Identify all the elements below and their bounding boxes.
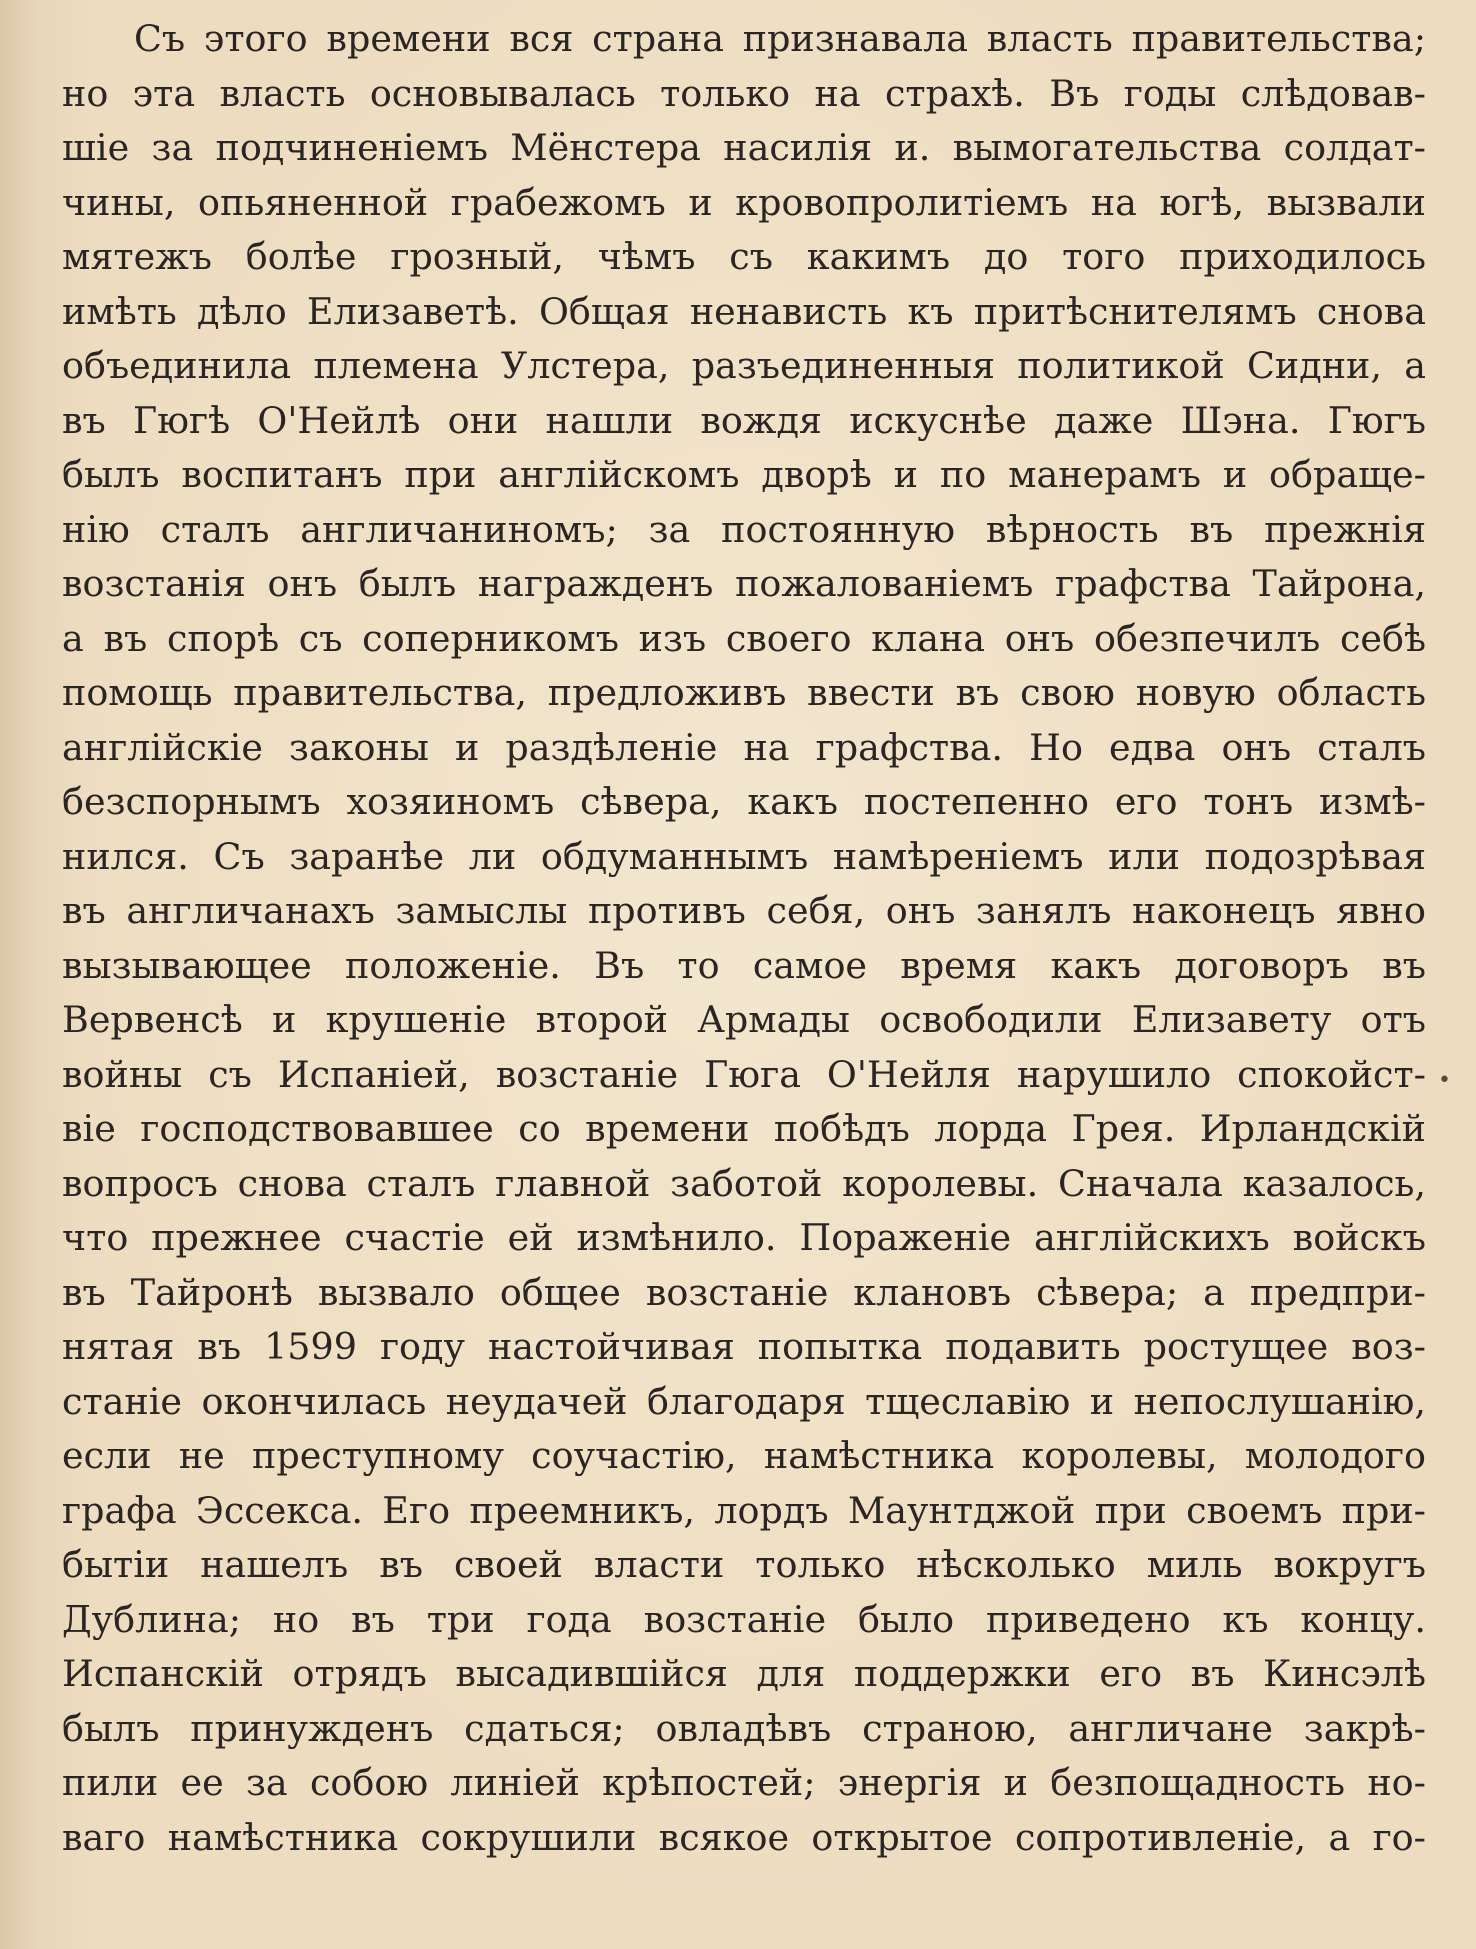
text-line: возстанія онъ былъ награжденъ пожалованіемъ графства Тайрона,	[62, 562, 1426, 605]
text-line: пили ее за собою линіей крѣпостей; энергія и безпощадность но-	[62, 1761, 1426, 1804]
text-line: нился. Съ заранѣе ли обдуманнымъ намѣреніемъ или подозрѣвая	[62, 834, 1426, 878]
text-line: а въ спорѣ съ соперникомъ изъ своего клана онъ обезпечилъ себѣ	[62, 616, 1426, 660]
text-line: віе господствовавшее со времени побѣдъ лорда Грея. Ирландскій	[62, 1107, 1426, 1150]
text-line: бытіи нашелъ въ своей власти только нѣсколько миль вокругъ	[62, 1543, 1426, 1586]
text-line: былъ воспитанъ при англійскомъ дворѣ и по манерамъ и обраще-	[62, 453, 1426, 496]
text-line: имѣть дѣло Елизаветѣ. Общая ненависть къ притѣснителямъ снова	[62, 289, 1426, 333]
text-line: что прежнее счастіе ей измѣнило. Пораженіе англійскихъ войскъ	[62, 1216, 1426, 1259]
text-line: нятая въ 1599 году настойчивая попытка подавить ростущее воз-	[62, 1325, 1426, 1368]
text-line: чины, опьяненной грабежомъ и кровопролитіемъ на югѣ, вызвали	[62, 180, 1426, 224]
text-line: если не преступному соучастію, намѣстника королевы, молодого	[62, 1434, 1426, 1477]
margin-mark: •	[1438, 1068, 1451, 1093]
text-line: войны съ Испаніей, возстаніе Гюга О'Нейля нарушило спокойст-	[62, 1052, 1426, 1096]
text-line: безспорнымъ хозяиномъ сѣвера, какъ постепенно его тонъ измѣ-	[62, 780, 1426, 823]
text-line: графа Эссекса. Его преемникъ, лордъ Маунтджой при своемъ при-	[62, 1488, 1426, 1532]
text-line: нію сталъ англичаниномъ; за постоянную вѣрность въ прежнія	[62, 507, 1426, 551]
text-line: Вервенсѣ и крушеніе второй Армады освободили Елизавету отъ	[62, 998, 1426, 1041]
text-line: Испанскій отрядъ высадившійся для поддержки его въ Кинсэлѣ	[62, 1652, 1426, 1695]
text-line: вызывающее положеніе. Въ то самое время какъ договоръ въ	[62, 943, 1426, 987]
text-line: Съ этого времени вся страна признавала власть правительства;	[134, 17, 1426, 60]
text-line: ваго намѣстника сокрушили всякое открытое сопротивленіе, а го-	[62, 1815, 1426, 1859]
text-line: объединила племена Улстера, разъединенныя политикой Сидни, а	[62, 344, 1426, 387]
text-line: помощь правительства, предложивъ ввести въ свою новую область	[62, 671, 1426, 714]
text-line: мятежъ болѣе грозный, чѣмъ съ какимъ до того приходилось	[62, 235, 1426, 278]
text-line: англійскіе законы и раздѣленіе на графства. Но едва онъ сталъ	[62, 725, 1426, 769]
text-line: въ англичанахъ замыслы противъ себя, онъ занялъ наконецъ явно	[62, 889, 1426, 932]
text-line: вопросъ снова сталъ главной заботой королевы. Сначала казалось,	[62, 1161, 1426, 1205]
text-line: станіе окончилась неудачей благодаря тщеславію и непослушанію,	[62, 1379, 1426, 1423]
text-line: шіе за подчиненіемъ Мёнстера насилія и. вымогательства солдат-	[62, 126, 1426, 169]
text-line: но эта власть основывалась только на страхѣ. Въ годы слѣдовав-	[62, 71, 1426, 115]
text-line: въ Тайронѣ вызвало общее возстаніе клановъ сѣвера; а предпри-	[62, 1270, 1426, 1314]
text-line: въ Гюгѣ О'Нейлѣ они нашли вождя искуснѣе даже Шэна. Гюгъ	[62, 398, 1426, 442]
text-line: былъ принужденъ сдаться; овладѣвъ страною, англичане закрѣ-	[62, 1706, 1426, 1750]
body-text	[62, 12, 1426, 1865]
text-line: Дублина; но въ три года возстаніе было приведено къ концу.	[62, 1597, 1426, 1641]
